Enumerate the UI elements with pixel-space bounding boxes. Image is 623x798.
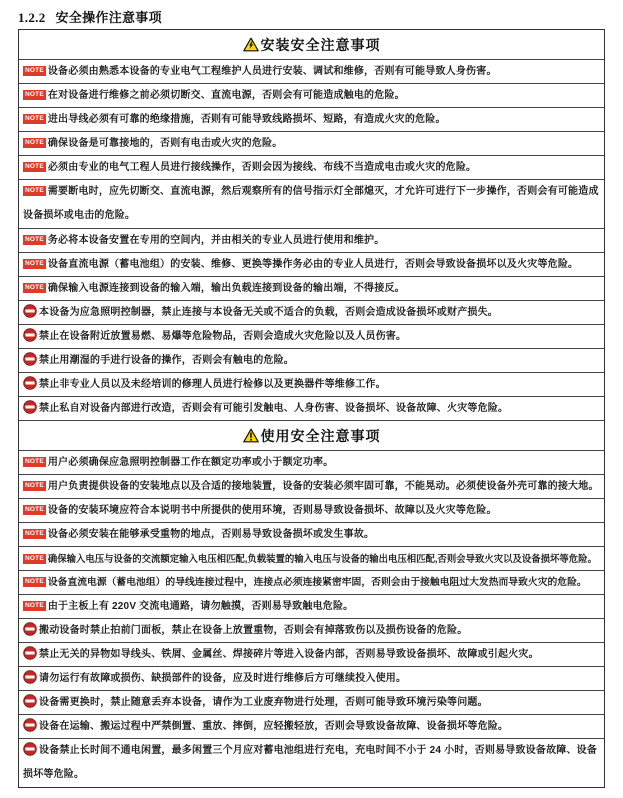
section-header-install (19, 30, 604, 59)
table-row (19, 570, 604, 594)
note-icon: NOTE (25, 506, 44, 513)
table-row (19, 324, 604, 348)
document-page (0, 7, 623, 798)
note-icon: NOTE (25, 578, 44, 585)
section-header-label: 安装安全注意事项 (260, 36, 381, 53)
safety-note-text: NOTE 设备直流电源（蓄电池组）的安装、维修、更换等操作务必由的专业人员进行，否则会导致设备损坏以及火灾等危险。 (25, 259, 579, 270)
table-row (19, 714, 604, 738)
no-entry-icon (23, 742, 37, 756)
safety-note-text: 搬动设备时禁止拍前门面板，禁止在设备上放置重物，否则会有掉落致伤以及损伤设备的危险。 (23, 619, 601, 642)
safety-note-text: NOTE 确保输入电压与设备的交流额定输入电压相匹配,负载装置的输入电压与设备的输出电压相匹配,否则会导致火灾以及设备损坏等危险。 (25, 553, 597, 564)
table-row (19, 252, 604, 276)
safety-note-text: NOTE 确保设备是可靠接地的，否则有电击或火灾的危险。 (25, 138, 283, 149)
safety-notes-table (18, 29, 605, 788)
safety-note-text: 设备禁止长时间不通电闲置，最多闲置三个月应对蓄电池组进行充电，充电时间不小于 24 小时，否则易导致设备故障、设备损坏等危险。 (23, 739, 601, 787)
table-row (19, 107, 604, 131)
table-row (19, 179, 604, 228)
note-icon: NOTE (25, 458, 44, 465)
note-icon: NOTE (25, 555, 44, 562)
table-row (19, 690, 604, 714)
safety-note-text: 禁止非专业人员以及未经培训的修理人员进行检修以及更换器件等维修工作。 (23, 373, 601, 396)
warning-triangle-exclamation-icon (243, 428, 259, 443)
note-icon: NOTE (25, 163, 44, 170)
no-entry-icon (23, 400, 37, 414)
safety-note-text: 禁止私自对设备内部进行改造，否则会有可能引发触电、人身伤害、设备损坏、设备故障、火灾等危险。 (23, 397, 601, 420)
note-icon: NOTE (25, 236, 44, 243)
table-row (19, 546, 604, 570)
safety-note-text: 禁止在设备附近放置易燃、易爆等危险物品，否则会造成火灾危险以及人员伤害。 (23, 325, 601, 348)
table-row (19, 131, 604, 155)
table-row (19, 594, 604, 618)
table-row (19, 666, 604, 690)
safety-note-text: NOTE 由于主板上有 220V 交流电通路，请勿触摸，否则易导致触电危险。 (25, 601, 354, 612)
table-row (19, 300, 604, 324)
table-row (19, 228, 604, 252)
table-row (19, 522, 604, 546)
table-row (19, 155, 604, 179)
safety-note-text: 设备需更换时，禁止随意丢弃本设备，请作为工业废弃物进行处理，否则可能导致环境污染等问题。 (23, 691, 601, 714)
no-entry-icon (23, 646, 37, 660)
table-row (19, 276, 604, 300)
section-rows (19, 450, 604, 787)
table-row (19, 618, 604, 642)
safety-note-text: NOTE 设备必须由熟悉本设备的专业电气工程维护人员进行安装、调试和维修，否则有可能导致人身伤害。 (25, 66, 497, 77)
note-icon: NOTE (25, 284, 44, 291)
safety-note-text: NOTE 需要断电时，应先切断交、直流电源，然后观察所有的信号指示灯全部熄灭，才允许可进行下一步操作，否则会有可能造成设备损坏或电击的危险。 (23, 186, 599, 221)
warning-triangle-lightning-icon (243, 37, 259, 52)
safety-note-text: NOTE 用户负责提供设备的安装地点以及合适的接地装置，设备的安装必须牢固可靠，不能晃动。必须使设备外壳可靠的接大地。 (25, 481, 599, 492)
table-row (19, 396, 604, 420)
table-row (19, 738, 604, 787)
safety-note-text: 请勿运行有故障或损伤、缺损部件的设备，应及时进行维修后方可继续投入使用。 (23, 667, 601, 690)
safety-note-text: NOTE 设备直流电源（蓄电池组）的导线连接过程中，连接点必须连接紧密牢固，否则会由于接触电阻过大发热而导致火灾的危险。 (25, 577, 587, 588)
note-icon: NOTE (25, 115, 44, 122)
no-entry-icon (23, 304, 37, 318)
section-number: 1.2.2 (18, 10, 46, 25)
no-entry-icon (23, 622, 37, 636)
section-title-text: 安全操作注意事项 (55, 10, 162, 25)
note-icon: NOTE (25, 67, 44, 74)
table-row (19, 372, 604, 396)
section-header-label: 使用安全注意事项 (260, 427, 381, 444)
safety-note-text: NOTE 设备必须安装在能够承受重物的地点，否则易导致设备损坏或发生事故。 (25, 529, 375, 540)
section-header-usage (19, 420, 604, 450)
table-row (19, 474, 604, 498)
table-row (19, 348, 604, 372)
safety-note-text: NOTE 设备的安装环境应符合本说明书中所提供的使用环境，否则易导致设备损坏、故障以及火灾等危险。 (25, 505, 497, 516)
safety-note-text: NOTE 在对设备进行维修之前必须切断交、直流电源，否则会有可能造成触电的危险。 (25, 90, 405, 101)
safety-note-text: NOTE 确保输入电源连接到设备的输入端，输出负载连接到设备的输出端，不得接反。 (25, 283, 405, 294)
note-icon: NOTE (25, 602, 44, 609)
note-icon: NOTE (25, 91, 44, 98)
table-row (19, 642, 604, 666)
safety-note-text: 本设备为应急照明控制器，禁止连接与本设备无关或不适合的负载，否则会造成设备损坏或财产损失。 (23, 301, 601, 324)
safety-note-text: NOTE 必须由专业的电气工程人员进行接线操作，否则会因为接线、布线不当造成电击或火灾的危险。 (25, 162, 477, 173)
note-icon: NOTE (25, 139, 44, 146)
safety-note-text: 禁止无关的异物如导线头、铁屑、金属丝、焊接碎片等进入设备内部，否则易导致设备损坏、故障或引起火灾。 (23, 643, 601, 666)
safety-note-text: NOTE 务必将本设备安置在专用的空间内，并由相关的专业人员进行使用和维护。 (25, 235, 385, 246)
safety-note-text: 设备在运输、搬运过程中严禁倒置、重放、摔倒，应轻搬轻放，否则会导致设备故障、设备损坏等危险。 (23, 715, 601, 738)
no-entry-icon (23, 352, 37, 366)
table-row (19, 450, 604, 474)
safety-note-text: NOTE 用户必须确保应急照明控制器工作在额定功率或小于额定功率。 (25, 457, 334, 468)
no-entry-icon (23, 694, 37, 708)
section-rows (19, 59, 604, 420)
note-icon: NOTE (25, 530, 44, 537)
safety-note-text: NOTE 进出导线必须有可靠的绝缘措施，否则有可能导致线路损坏、短路，有造成火灾的危险。 (25, 114, 446, 125)
note-icon: NOTE (25, 260, 44, 267)
note-icon: NOTE (25, 482, 44, 489)
note-icon: NOTE (25, 187, 44, 194)
no-entry-icon (23, 328, 37, 342)
no-entry-icon (23, 718, 37, 732)
table-row (19, 498, 604, 522)
table-row (19, 59, 604, 83)
no-entry-icon (23, 670, 37, 684)
no-entry-icon (23, 376, 37, 390)
table-row (19, 83, 604, 107)
safety-note-text: 禁止用潮湿的手进行设备的操作，否则会有触电的危险。 (23, 349, 601, 372)
page-title (18, 7, 623, 26)
